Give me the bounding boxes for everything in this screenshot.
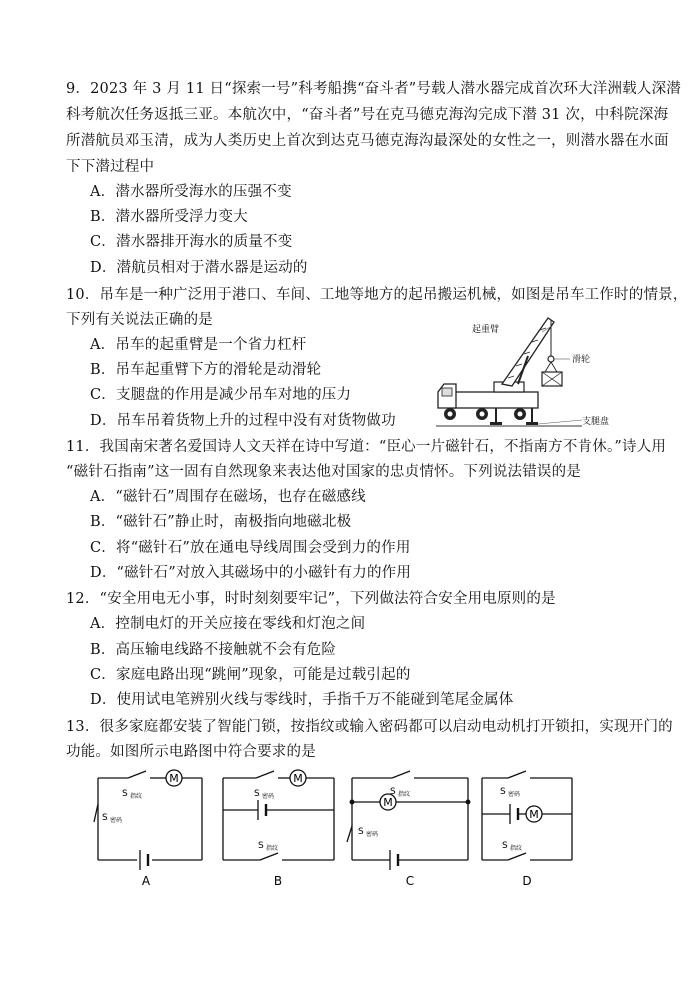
- motor-label-a: M: [169, 772, 179, 785]
- q9-line-2: 科考航次任务返抵三亚。本航次中，“奋斗者”号在克马德克海沟完成下潜 31 次，中科院深海: [66, 107, 669, 123]
- q9-line-3: 所潜航员邓玉清，成为人类历史上首次到达克马德克海沟最深处的女性之一，则潜水器在水面: [66, 133, 669, 149]
- switch-fingerprint-d: 指纹: [510, 845, 523, 852]
- q11-option-d: D．“磁针石”对放入其磁场中的小磁针有力的作用: [90, 565, 412, 581]
- q9-line-4: 下下潜过程中: [66, 159, 155, 175]
- q9-option-c: C．潜水器排开海水的质量不变: [90, 234, 293, 250]
- switch-password-a: 密码: [110, 817, 123, 824]
- diagram-label-a: A: [141, 874, 151, 888]
- switch-s-d1: S: [500, 787, 506, 797]
- q9-option-b: B．潜水器所受浮力变大: [90, 209, 248, 225]
- q13-line-2: 功能。如图所示电路图中符合要求的是: [66, 744, 316, 760]
- circuit-c: [347, 771, 470, 870]
- q12-option-d: D．使用试电笔辨别火线与零线时，手指千万不能碰到笔尾金属体: [90, 692, 514, 708]
- crane-figure: [432, 316, 632, 434]
- diagram-label-d: D: [522, 874, 532, 888]
- switch-s-a2: S: [102, 813, 108, 823]
- q9-line-1: 9．2023 年 3 月 11 日“探索一号”科考船携“奋斗者”号载人潜水器完成首次环大洋洲载人深潜: [66, 81, 681, 97]
- circuit-b: [223, 770, 334, 860]
- switch-s-d2: S: [502, 841, 508, 851]
- switch-s-c1: S: [390, 787, 396, 797]
- motor-label-b: M: [293, 772, 303, 785]
- switch-s-c2: S: [358, 827, 364, 837]
- q9-option-a: A．潜水器所受海水的压强不变: [90, 184, 292, 200]
- q10-option-a: A．吊车的起重臂是一个省力杠杆: [90, 337, 307, 353]
- q10-option-c: C．支腿盘的作用是减少吊车对地的压力: [90, 387, 352, 403]
- diagram-label-b: B: [273, 874, 283, 888]
- motor-label-d: M: [529, 808, 539, 821]
- switch-password-c: 密码: [366, 831, 379, 838]
- q10-line-2: 下列有关说法正确的是: [66, 312, 213, 328]
- q12-option-a: A．控制电灯的开关应接在零线和灯泡之间: [90, 616, 366, 632]
- q12-line-1: 12．“安全用电无小事，时时刻刻要牢记”，下列做法符合安全用电原则的是: [66, 591, 556, 607]
- crane-pulley-label: 滑轮: [572, 355, 591, 365]
- switch-fingerprint-b: 指纹: [266, 845, 279, 852]
- q12-option-c: C．家庭电路出现“跳闸”现象，可能是过载引起的: [90, 667, 411, 683]
- switch-s-b1: S: [254, 789, 260, 799]
- q13-line-1: 13．很多家庭都安装了智能门锁，按指纹或输入密码都可以启动电动机打开锁扣，实现开门的: [66, 719, 673, 735]
- q11-line-1: 11．我国南宋著名爱国诗人文天祥在诗中写道：“臣心一片磁针石，不指南方不肯休。”诗人用: [66, 439, 667, 455]
- switch-fingerprint-c: 指纹: [398, 791, 411, 798]
- switch-password-b: 密码: [262, 793, 275, 800]
- q12-option-b: B．高压输电线路不接触就不会有危险: [90, 642, 337, 658]
- switch-s-b2: S: [258, 841, 264, 851]
- motor-label-c: M: [383, 796, 393, 809]
- q10-option-d: D．吊车吊着货物上升的过程中没有对货物做功: [90, 413, 396, 429]
- q10-option-b: B．吊车起重臂下方的滑轮是动滑轮: [90, 362, 322, 378]
- q9-option-d: D．潜航员相对于潜水器是运动的: [90, 260, 308, 276]
- switch-fingerprint-a: 指纹: [130, 793, 143, 800]
- q11-line-2: “磁针石指南”这一固有自然现象来表达他对国家的忠贞情怀。下列说法错误的是: [66, 464, 582, 480]
- circuit-diagrams: [90, 768, 590, 890]
- switch-password-d: 密码: [508, 791, 521, 798]
- crane-outrigger-label: 支腿盘: [582, 417, 610, 427]
- crane-boom-label: 起重臂: [472, 325, 500, 335]
- q11-option-b: B．“磁针石”静止时，南极指向地磁北极: [90, 514, 352, 530]
- q11-option-c: C．将“磁针石”放在通电导线周围会受到力的作用: [90, 540, 411, 556]
- switch-s-a1: S: [122, 789, 128, 799]
- q11-option-a: A．“磁针石”周围存在磁场，也存在磁感线: [90, 489, 366, 505]
- diagram-label-c: C: [405, 874, 415, 888]
- q10-line-1: 10．吊车是一种广泛用于港口、车间、工地等地方的起吊搬运机械，如图是吊车工作时的情景，: [66, 287, 688, 303]
